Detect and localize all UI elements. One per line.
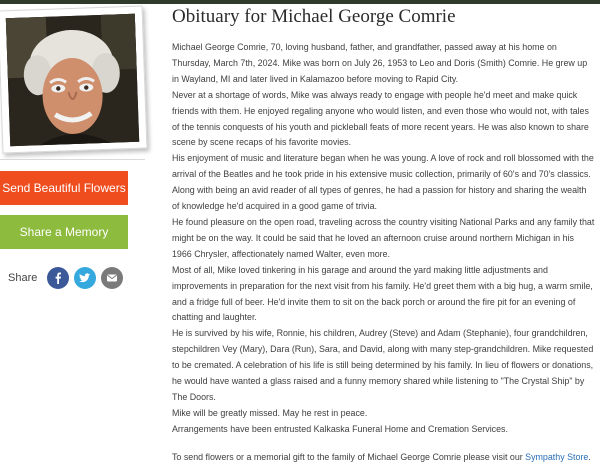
portrait-illustration [6,14,139,146]
share-label: Share [8,272,38,284]
sidebar [0,4,145,455]
share-memory-button[interactable]: Share a Memory [0,215,128,249]
page-title: Obituary for Michael George Comrie [172,6,456,27]
obituary-paragraph: Michael George Comrie, 70, loving husband, father, and grandfather, passed away at his home on Thursday, March 7th, 2024. Mike was born on July 26, 1953 to Leo and Doris (Smith) Comrie. He grew up in Wayland, MI and later lived in Kalamazoo before moving to Rapid City. [172,42,588,84]
obituary-content [172,6,596,466]
sidebar-divider [0,159,145,160]
sympathy-store-note [172,450,596,466]
sympathy-store-end: . [588,451,591,462]
obituary-paragraph: He is survived by his wife, Ronnie, his children, Audrey (Steve) and Adam (Stephanie), four grandchildren, stepchildren Vey (Mary), Dara (Run), Sara, and David, along with many step-grandchildren. Mike requested to be cremated. A celebration of his life is still being determined by his family. In lieu of flowers or donations, he would have wanted a glass raised and a funny memory shared while listening to "The Crystal Ship" by The Doors. [172,328,594,402]
obituary-paragraph: Arrangements have been entrusted Kalkaska Funeral Home and Cremation Services. [172,423,508,434]
twitter-icon[interactable] [74,267,96,289]
sympathy-store-link[interactable]: Sympathy Store [525,451,589,462]
obituary-paragraph: His enjoyment of music and literature began when he was young. A love of rock and roll blossomed with the arrival of the Beatles and he took pride in his extensive music collection, primarily of 60's and 70's classics. Along with being an avid reader of all types of genres, he had a passion for history and sharing the wealth of knowledge he'd acquired in a good game of trivia. [172,153,594,212]
share-row [8,266,128,290]
obituary-paragraph: He found pleasure on the open road, traveling across the country visiting National Parks and any family that might be on the way. It could be said that he loved an afternoon cruise around northern Michigan in his 1966 Chrysler, affectionately named Walter, even more. [172,216,595,259]
obituary-paragraph: Mike will be greatly missed. May he rest in peace. [172,407,368,418]
portrait-photo [6,14,139,146]
email-icon[interactable] [101,267,123,289]
obituary-paragraph: Most of all, Mike loved tinkering in his garage and around the yard making little adjustments and improvements in preparation for the next visit from his family. He'd greet them with a big hug, a warm smile, and a fridge full of beer. He'd invite them to sit on the back porch or around the fire pit for an evening of chatting and laughter. [172,264,593,323]
send-flowers-button[interactable]: Send Beautiful Flowers [0,171,128,205]
facebook-icon[interactable] [47,267,69,289]
obituary-paragraph: Never at a shortage of words, Mike was always ready to engage with people he'd meet and make quick friends with them. He enjoyed regaling anyone who would listen, and even those who would not, with tales of the tennis conquests of his youth and pickleball feats of more recent years. He was also known to share scene by scene recaps of his favorite movies. [172,89,589,148]
sympathy-store-text: To send flowers or a memorial gift to the family of Michael George Comrie please visit our [172,451,526,462]
portrait-frame [0,6,147,154]
paragraph-gap [172,438,596,450]
